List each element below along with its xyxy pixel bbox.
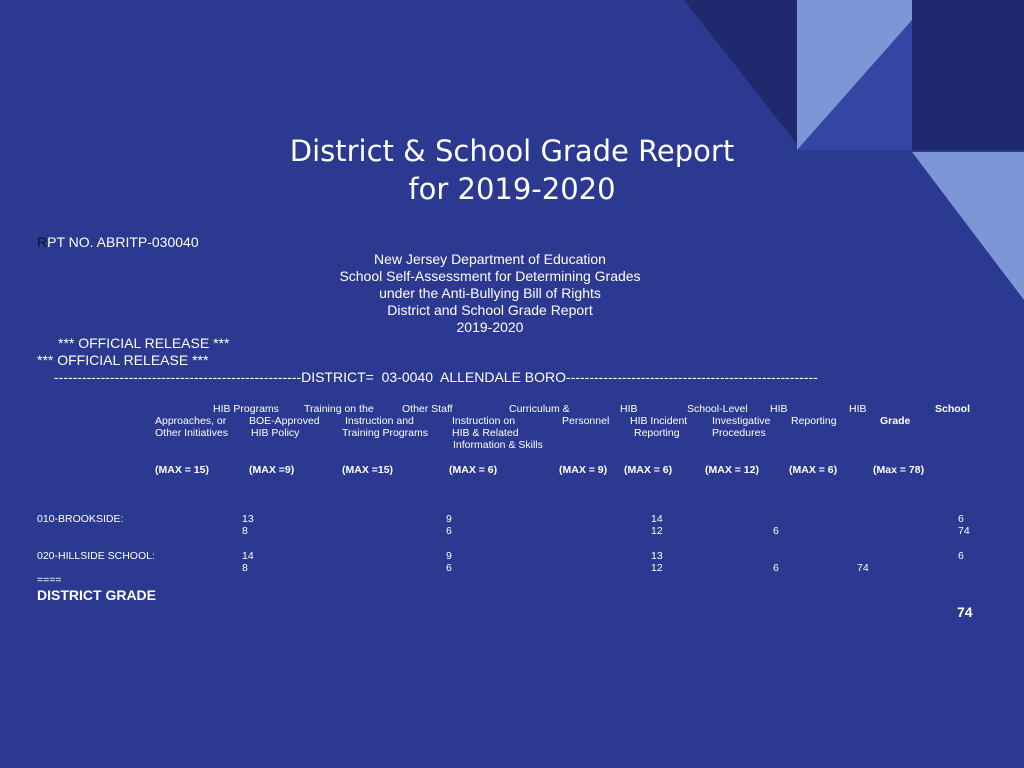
col-header: Training Programs: [342, 427, 428, 439]
rpt-rest: PT NO. ABRITP-030040: [47, 234, 199, 250]
official-release-1: *** OFFICIAL RELEASE ***: [58, 335, 230, 351]
col-header: School-Level: [687, 403, 748, 415]
col-header: BOE-Approved: [249, 415, 320, 427]
score-cell: 6: [773, 562, 779, 574]
col-header: HIB Programs: [213, 403, 279, 415]
col-header: HIB Policy: [251, 427, 300, 439]
header-line-1: New Jersey Department of Education: [374, 251, 606, 267]
header-line-2: School Self-Assessment for Determining Grades: [339, 268, 641, 284]
deco-dark-triangle: [684, 0, 800, 148]
max-label: (MAX = 12): [705, 464, 759, 476]
rpt-prefix: R: [37, 234, 48, 250]
district-grade-label: DISTRICT GRADE: [37, 587, 156, 603]
max-label: (MAX = 9): [559, 464, 608, 476]
max-label: (MAX = 6): [789, 464, 838, 476]
score-cell: 9: [446, 550, 452, 562]
score-cell: 13: [242, 513, 254, 525]
header-line-4: District and School Grade Report: [387, 302, 593, 318]
col-header: Procedures: [712, 427, 766, 439]
col-header: Investigative: [712, 415, 771, 427]
score-cell: 6: [773, 525, 779, 537]
col-header: Approaches, or: [155, 415, 227, 427]
col-header: HIB Incident: [630, 415, 688, 427]
report-number: [37, 234, 199, 250]
max-label: (Max = 78): [873, 464, 925, 476]
score-cell: 6: [958, 513, 964, 525]
district-line: -----------------------------------------------------DISTRICT= 03-0040 ALLENDALE BORO------------------------------------------------------: [54, 369, 818, 385]
col-header: Curriculum &: [509, 403, 570, 415]
score-cell: 14: [651, 513, 663, 525]
page-title: [0, 132, 1024, 208]
header-line-3: under the Anti-Bullying Bill of Rights: [379, 285, 601, 301]
col-header-grade: Grade: [880, 415, 911, 427]
max-label: (MAX = 15): [155, 464, 209, 476]
school-name: 020-HILLSIDE SCHOOL:: [37, 550, 155, 562]
col-header: Other Initiatives: [155, 427, 228, 439]
col-header: Instruction and: [345, 415, 414, 427]
score-cell: 13: [651, 550, 663, 562]
max-label: (MAX =15): [342, 464, 394, 476]
score-cell: 8: [242, 562, 248, 574]
max-label: (MAX = 6): [624, 464, 673, 476]
title-line-2: for 2019-2020: [408, 172, 616, 206]
col-header: HIB: [849, 403, 867, 415]
col-header: Information & Skills: [453, 439, 543, 451]
col-header: HIB: [770, 403, 788, 415]
col-header: HIB: [620, 403, 638, 415]
district-grade-value: 74: [957, 604, 973, 620]
deco-dark-panel: [912, 0, 1024, 150]
official-release-2: *** OFFICIAL RELEASE ***: [37, 352, 209, 368]
col-header: Reporting: [791, 415, 837, 427]
header-line-5: 2019-2020: [456, 319, 524, 335]
score-cell: 6: [446, 562, 452, 574]
col-header: Reporting: [634, 427, 680, 439]
school-grade-cell: 74: [857, 562, 869, 574]
max-label: (MAX =9): [249, 464, 295, 476]
score-cell: 12: [651, 525, 663, 537]
score-cell: 9: [446, 513, 452, 525]
max-label: (MAX = 6): [449, 464, 498, 476]
col-header-school: School: [935, 403, 971, 415]
col-header: Instruction on: [452, 415, 516, 427]
score-cell: 14: [242, 550, 254, 562]
col-header: Personnel: [562, 415, 610, 427]
score-cell: 6: [446, 525, 452, 537]
score-cell: 12: [651, 562, 663, 574]
score-cell: 6: [958, 550, 964, 562]
score-cell: 8: [242, 525, 248, 537]
col-header: HIB & Related: [452, 427, 519, 439]
col-header: Other Staff: [402, 403, 453, 415]
school-grade-cell: 74: [958, 525, 970, 537]
col-header: Training on the: [304, 403, 374, 415]
school-name: 010-BROOKSIDE:: [37, 513, 124, 525]
title-line-1: District & School Grade Report: [289, 134, 735, 168]
separator: ====: [37, 574, 62, 586]
